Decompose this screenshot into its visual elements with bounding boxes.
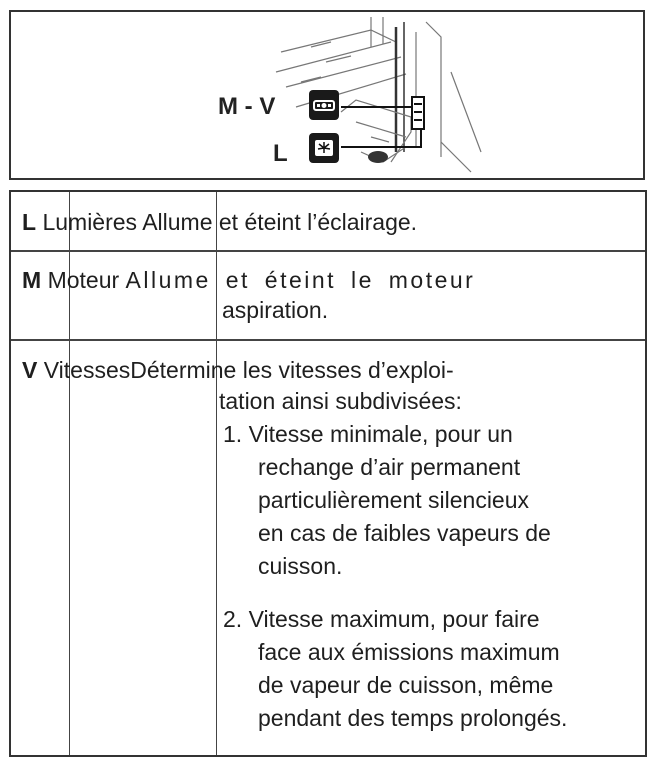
row-desc: Allume et éteint le moteur	[125, 267, 476, 293]
row-key: V	[22, 357, 38, 383]
row-name: Vitesses	[43, 357, 131, 383]
list-item-cont: cuisson.	[258, 553, 343, 579]
list-item: 1. Vitesse minimale, pour un	[223, 421, 513, 447]
list-item-cont: particulièrement silencieux	[258, 487, 530, 513]
row-desc: Détermine les vitesses d’exploi-	[130, 357, 454, 383]
row-desc-cont: aspiration.	[222, 297, 329, 323]
hood-control-figure	[9, 10, 645, 180]
row-divider	[11, 250, 645, 252]
table-row	[22, 266, 475, 294]
row-divider	[11, 339, 645, 341]
list-item-cont: rechange d’air permanent	[258, 454, 521, 480]
list-item-cont: face aux émissions maximum	[258, 639, 560, 665]
list-item-cont: de vapeur de cuisson, même	[258, 672, 554, 698]
motor-speed-icon	[309, 90, 339, 120]
controls-table	[9, 190, 647, 757]
row-key: M	[22, 267, 42, 293]
row-name: Lumières	[42, 209, 138, 235]
row-key: L	[22, 209, 37, 235]
table-row	[22, 356, 454, 384]
table-row	[22, 208, 417, 236]
list-item: 2. Vitesse maximum, pour faire	[223, 606, 540, 632]
row-desc-cont: tation ainsi subdivisées:	[219, 388, 462, 414]
row-desc: Allume et éteint l’éclairage.	[142, 209, 418, 235]
row-name: Moteur	[47, 267, 120, 293]
list-item-cont: en cas de faibles vapeurs de	[258, 520, 551, 546]
motor-speed-button[interactable]	[309, 90, 339, 120]
label-light: L	[273, 140, 288, 167]
label-motor-speed: M - V	[218, 93, 276, 120]
light-button[interactable]	[309, 133, 339, 163]
light-icon	[309, 133, 339, 163]
list-item-cont: pendant des temps prolongés.	[258, 705, 568, 731]
